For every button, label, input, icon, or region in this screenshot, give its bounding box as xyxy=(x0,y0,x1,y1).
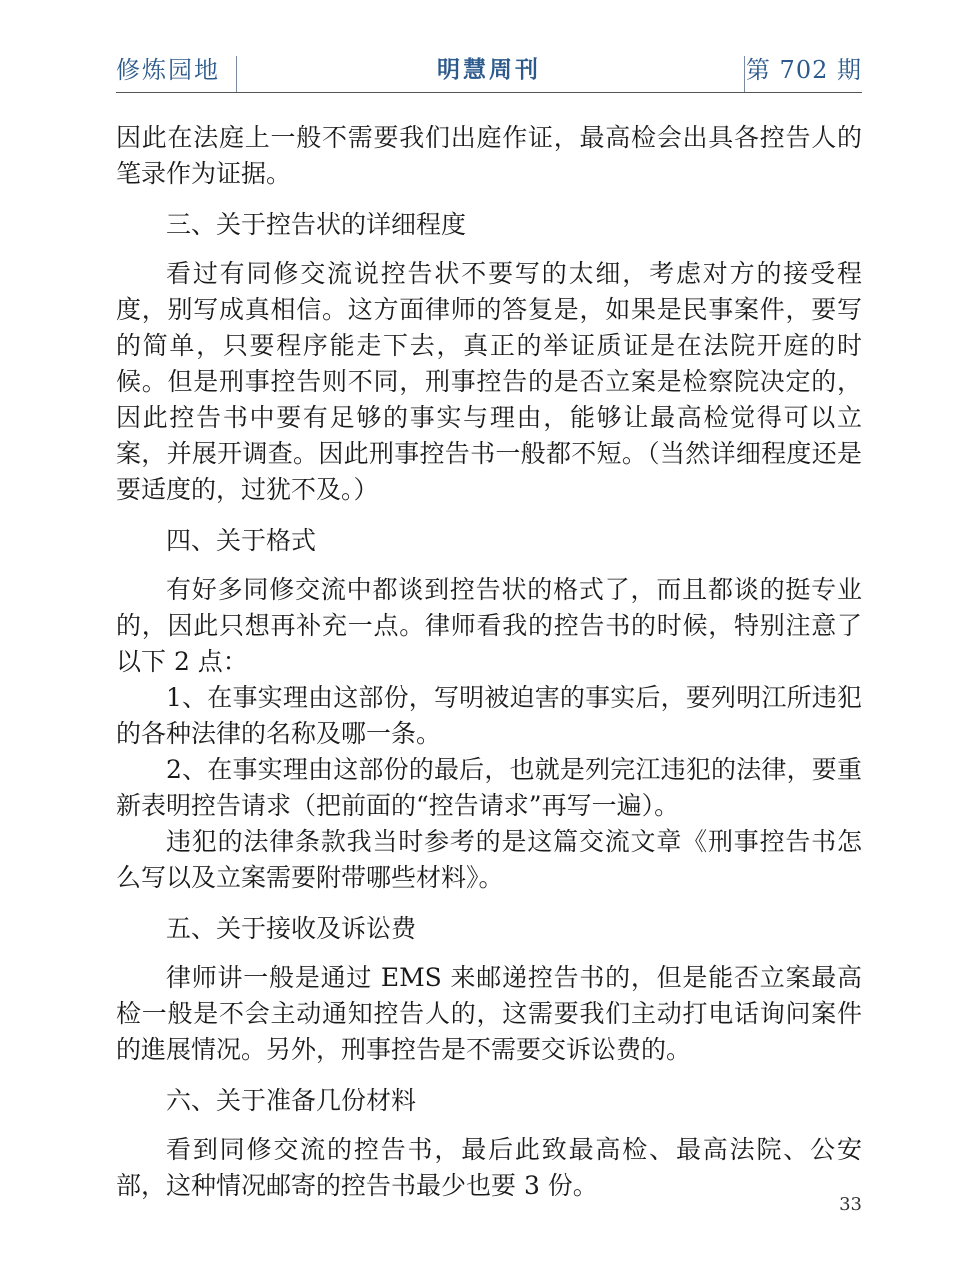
section-heading: 三、关于控告状的详细程度 xyxy=(166,210,467,239)
paragraph: 违犯的法律条款我当时参考的是这篇交流文章《刑事控告书怎么写以及立案需要附带哪些材料》。 xyxy=(116,827,862,892)
list-item: 2、在事实理由这部份的最后，也就是列完江违犯的法律，要重新表明控告请求（把前面的“控告请求”再写一遍）。 xyxy=(116,755,862,820)
header-publication-title: 明慧周刊 xyxy=(437,57,541,83)
header-section-name: 修炼园地 xyxy=(116,56,220,84)
header-divider-right xyxy=(744,56,745,92)
header-issue-number: 第 702 期 xyxy=(745,56,862,84)
paragraph: 因此在法庭上一般不需要我们出庭作证，最高检会出具各控告人的笔录作为证据。 xyxy=(116,123,862,188)
paragraph: 有好多同修交流中都谈到控告状的格式了，而且都谈的挺专业的，因此只想再补充一点。律师看我的控告书的时候，特别注意了以下 2 点： xyxy=(116,575,862,676)
header-rule xyxy=(116,92,862,93)
paragraph: 看到同修交流的控告书，最后此致最高检、最高法院、公安部，这种情况邮寄的控告书最少也要 3 份。 xyxy=(116,1135,862,1200)
section-heading: 五、关于接收及诉讼费 xyxy=(166,914,417,943)
list-item: 1、在事实理由这部份，写明被迫害的事实后，要列明江所违犯的各种法律的名称及哪一条。 xyxy=(116,683,862,748)
section-heading: 六、关于准备几份材料 xyxy=(166,1086,417,1115)
paragraph: 看过有同修交流说控告状不要写的太细，考虑对方的接受程度，别写成真相信。这方面律师的答复是，如果是民事案件，要写的简单，只要程序能走下去，真正的举证质证是在法院开庭的时候。但是刑事控告则不同，刑事控告的是否立案是检察院决定的，因此控告书中要有足够的事实与理由，能够让最高检觉得可以立案，并展开调查。因此刑事控告书一般都不短。（当然详细程度还是要适度的，过犹不及。） xyxy=(116,259,862,504)
paragraph: 律师讲一般是通过 EMS 来邮递控告书的，但是能否立案最高检一般是不会主动通知控告人的，这需要我们主动打电话询问案件的進展情况。另外，刑事控告是不需要交诉讼费的。 xyxy=(116,963,862,1064)
article-body xyxy=(116,120,862,1204)
page-header xyxy=(116,50,862,92)
page-number: 33 xyxy=(839,1194,862,1215)
section-heading: 四、关于格式 xyxy=(166,526,317,555)
